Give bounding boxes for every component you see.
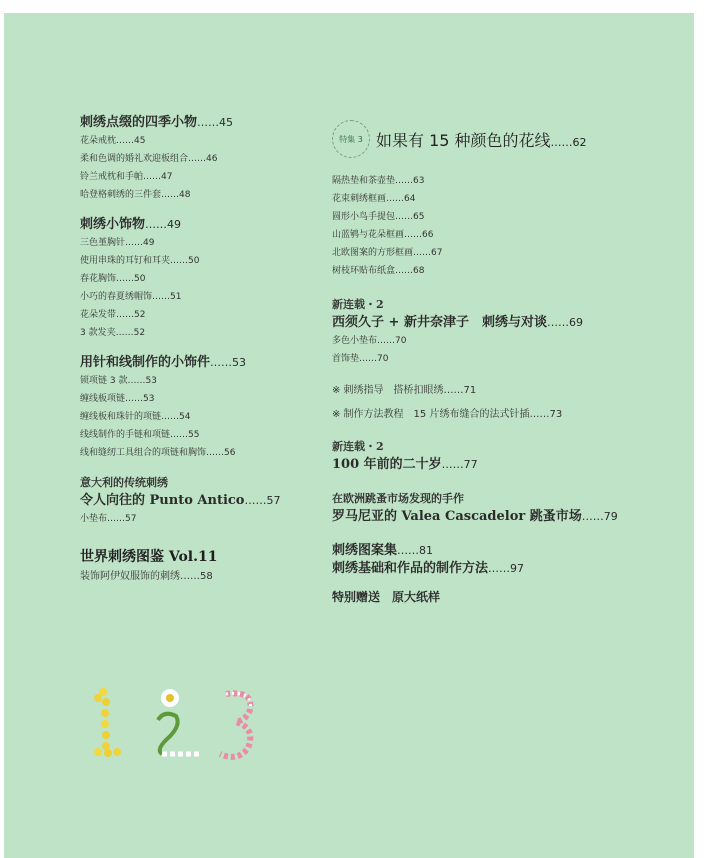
toc-item: 春花胸饰……50 (80, 274, 146, 284)
toc-item: 哈登格刺绣的三件套……48 (80, 190, 191, 200)
toc-item: 花朵发带……52 (80, 310, 146, 320)
section-special-items (332, 172, 662, 280)
section-title: 刺绣小饰物……49 (80, 217, 182, 232)
toc-item: 三色堇胸针……49 (80, 238, 155, 248)
section-title: 刺绣图案集……81 (332, 543, 434, 558)
toc-item: 圆形小鸟手提包……65 (332, 212, 425, 222)
toc-item: 首饰垫……70 (332, 354, 389, 364)
section-serial-2 (332, 438, 662, 474)
toc-item: 装饰阿伊奴服饰的刺绣……58 (80, 571, 213, 582)
special-feature-header (332, 120, 662, 158)
toc-item: 北欧图案的方形框画……67 (332, 248, 443, 258)
toc-item: 花朵戒枕……45 (80, 136, 146, 146)
toc-note: ※ 刺绣指导 搭桥扣眼绣……71 (332, 385, 477, 396)
toc-item: 线线制作的手链和项链……55 (80, 430, 200, 440)
toc-item: 3 款发夹……52 (80, 328, 146, 338)
section-title: 西须久子 + 新井奈津子 刺绣与对谈……69 (332, 315, 583, 330)
embroidered-numbers-illustration (86, 680, 266, 770)
section-pretitle: 新连载・2 (332, 298, 384, 311)
toc-item: 花束刺绣框画……64 (332, 194, 416, 204)
toc-item: 隔热垫和茶壶垫……63 (332, 176, 425, 186)
section-notes (332, 382, 662, 424)
section-title: 100 年前的二十岁……77 (332, 457, 478, 472)
section-serial-1 (332, 296, 662, 368)
toc-item: 柔和色调的婚礼欢迎板组合……46 (80, 154, 218, 164)
section-tail (332, 542, 662, 578)
number-two-icon (158, 689, 202, 754)
toc-item: 山蓝鸲与花朵框画……66 (332, 230, 434, 240)
section-zukan (80, 546, 320, 586)
feature-badge: 特集 3 (332, 120, 370, 158)
section-seasonal (80, 114, 320, 204)
number-one-icon (94, 688, 121, 757)
section-title: 刺绣点缀的四季小物……45 (80, 115, 234, 130)
number-three-icon (220, 693, 251, 757)
toc-item: 树枝环贴布纸盒……68 (332, 266, 425, 276)
left-column (80, 114, 320, 598)
special-gift: 特别赠送 原大纸样 (332, 590, 441, 604)
section-pretitle: 新连载・2 (332, 440, 384, 453)
toc-item: 缠线板和珠针的项链……54 (80, 412, 191, 422)
section-italy (80, 474, 320, 528)
section-pretitle: 意大利的传统刺绣 (80, 476, 168, 489)
section-title: 令人向往的 Punto Antico……57 (80, 493, 281, 508)
section-title: 用针和线制作的小饰件……53 (80, 355, 247, 370)
section-accessories (80, 216, 320, 342)
section-needle-thread (80, 354, 320, 462)
toc-item: 锁项链 3 款……53 (80, 376, 157, 386)
toc-item: 小垫布……57 (80, 514, 137, 524)
special-feature-title: 如果有 15 种颜色的花线……62 (376, 130, 587, 150)
toc-item: 铃兰戒枕和手帕……47 (80, 172, 173, 182)
section-title: 世界刺绣图鉴 Vol.11 (80, 549, 218, 565)
section-title: 刺绣基础和作品的制作方法……97 (332, 561, 525, 576)
toc-item: 使用串珠的耳钉和耳夹……50 (80, 256, 200, 266)
section-pretitle: 在欧洲跳蚤市场发现的手作 (332, 492, 464, 505)
toc-item: 缠线板项链……53 (80, 394, 155, 404)
right-column (332, 120, 662, 606)
section-flea-market (332, 490, 662, 526)
toc-note: ※ 制作方法教程 15 片绣布缝合的法式针插……73 (332, 409, 563, 420)
section-title: 罗马尼亚的 Valea Cascadelor 跳蚤市场……79 (332, 509, 618, 524)
toc-item: 线和缝纫工具组合的项链和胸饰……56 (80, 448, 236, 458)
toc-item: 小巧的春夏绣帽饰……51 (80, 292, 182, 302)
toc-item: 多色小垫布……70 (332, 336, 407, 346)
